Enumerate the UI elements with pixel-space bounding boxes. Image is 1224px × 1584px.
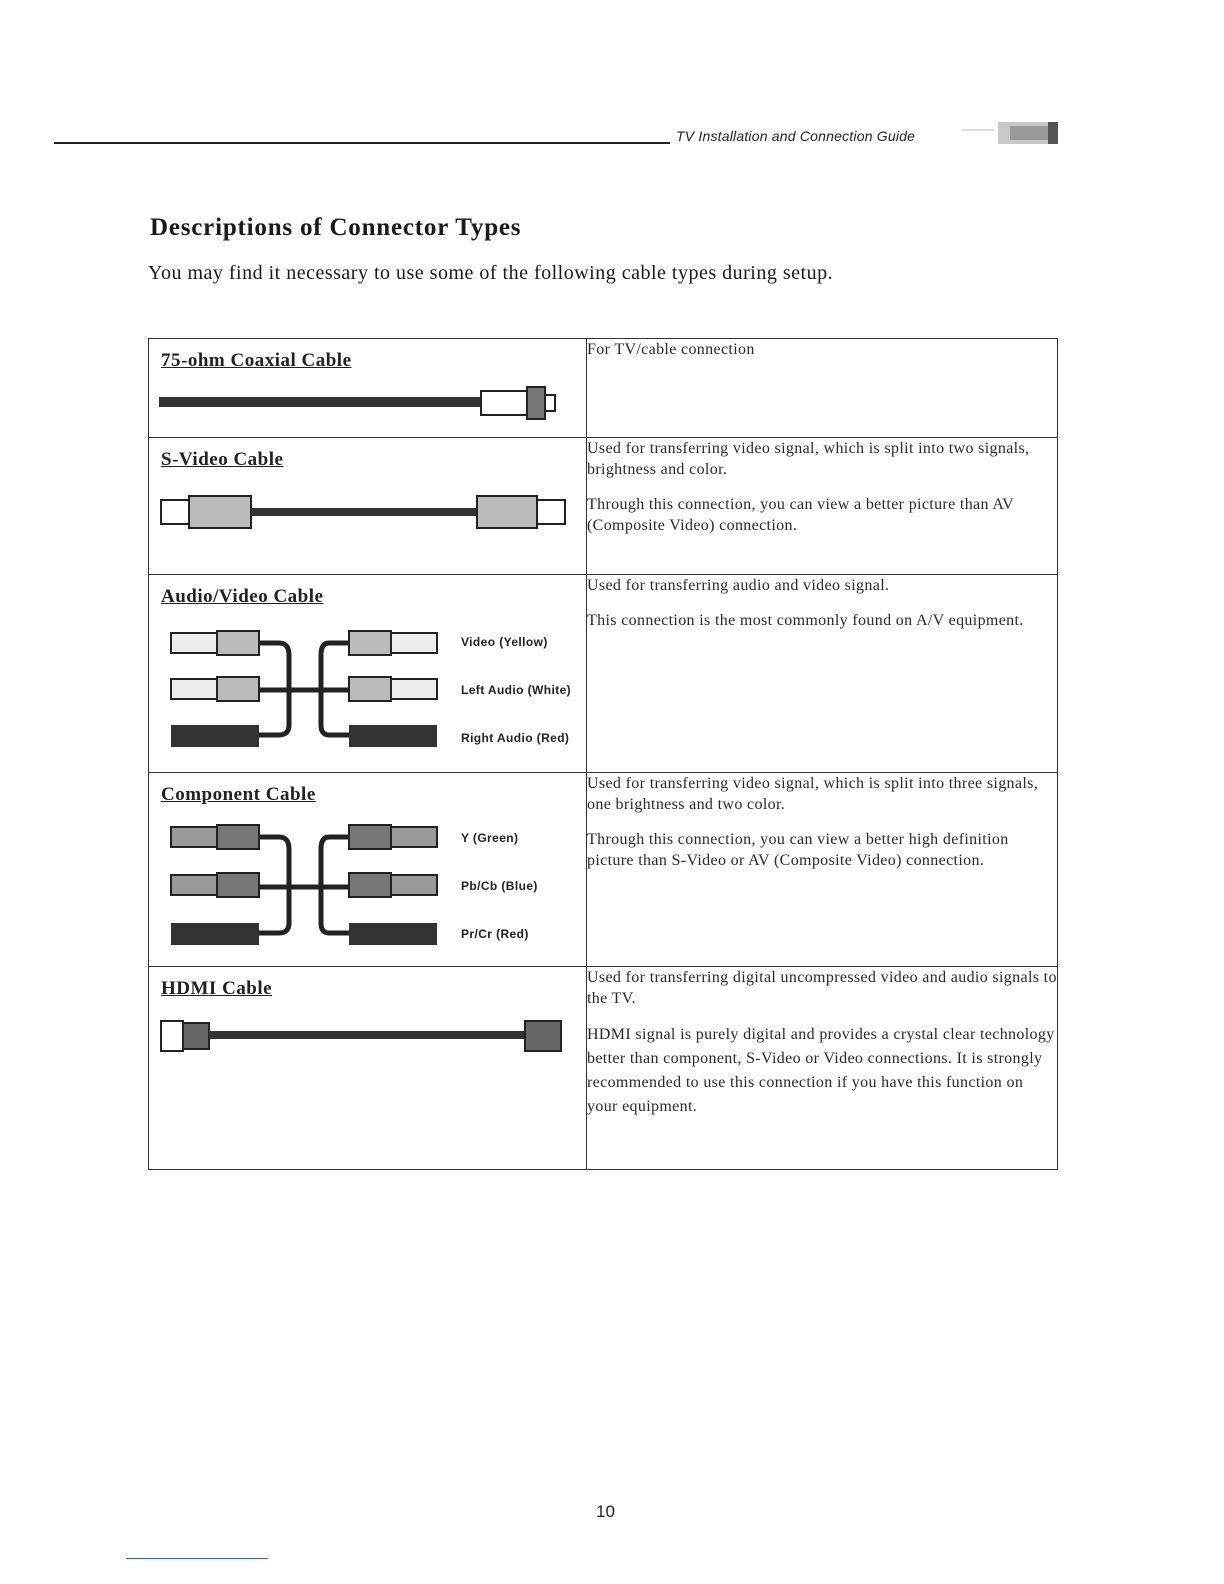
port-label: Pr/Cr (Red) <box>461 927 529 941</box>
cable-cell <box>149 339 587 438</box>
cable-name: HDMI Cable <box>161 978 273 999</box>
table-row <box>149 339 1058 438</box>
cable-description: Used for transferring video signal, which is split into three signals, one brightness and two color. <box>587 775 1039 813</box>
page-title: Descriptions of Connector Types <box>150 214 522 241</box>
description-cell <box>587 575 1058 773</box>
table-row <box>149 967 1058 1170</box>
port-label: Video (Yellow) <box>461 635 548 649</box>
s-video-cable-icon <box>149 438 586 575</box>
cable-description: Used for transferring audio and video signal. <box>587 577 890 594</box>
cable-description: This connection is the most commonly found on A/V equipment. <box>587 612 1024 629</box>
cable-cell <box>149 773 587 967</box>
header-logo-mark <box>958 120 1060 146</box>
footer-rule <box>126 1558 268 1559</box>
cable-description: HDMI signal is purely digital and provides a crystal clear technology better than component, S-Video or Video connections. It is strongly recommended to use this connection if you have this function on your equipment. <box>587 1026 1055 1115</box>
port-label: Right Audio (Red) <box>461 731 570 745</box>
intro-text: You may find it necessary to use some of the following cable types during setup. <box>148 262 834 284</box>
port-label: Pb/Cb (Blue) <box>461 879 538 893</box>
table-row <box>149 575 1058 773</box>
cable-name: S-Video Cable <box>161 449 284 470</box>
cable-description: Used for transferring video signal, which is split into two signals, brightness and color. <box>587 440 1030 478</box>
cable-description: Through this connection, you can view a better high definition picture than S-Video or AV (Composite Video) connection. <box>587 831 1009 869</box>
description-cell <box>587 438 1058 575</box>
cable-cell <box>149 575 587 773</box>
hdmi-cable-icon <box>149 967 586 1170</box>
header-rule <box>54 142 670 144</box>
coaxial-cable-icon <box>149 339 586 438</box>
cable-description: Through this connection, you can view a better picture than AV (Composite Video) connection. <box>587 496 1014 534</box>
page-number: 10 <box>596 1502 615 1521</box>
cable-cell <box>149 438 587 575</box>
running-header: TV Installation and Connection Guide <box>676 128 916 144</box>
cable-name: 75-ohm Coaxial Cable <box>161 350 352 371</box>
description-cell <box>587 967 1058 1170</box>
description-cell <box>587 339 1058 438</box>
cable-name: Component Cable <box>161 784 316 805</box>
table-row <box>149 773 1058 967</box>
cable-cell <box>149 967 587 1170</box>
connector-table <box>148 338 1058 1170</box>
cable-description: For TV/cable connection <box>587 341 755 358</box>
cable-name: Audio/Video Cable <box>161 586 324 607</box>
description-cell <box>587 773 1058 967</box>
port-label: Y (Green) <box>461 831 519 845</box>
table-row <box>149 438 1058 575</box>
cable-description: Used for transferring digital uncompressed video and audio signals to the TV. <box>587 969 1057 1007</box>
port-label: Left Audio (White) <box>461 683 572 697</box>
